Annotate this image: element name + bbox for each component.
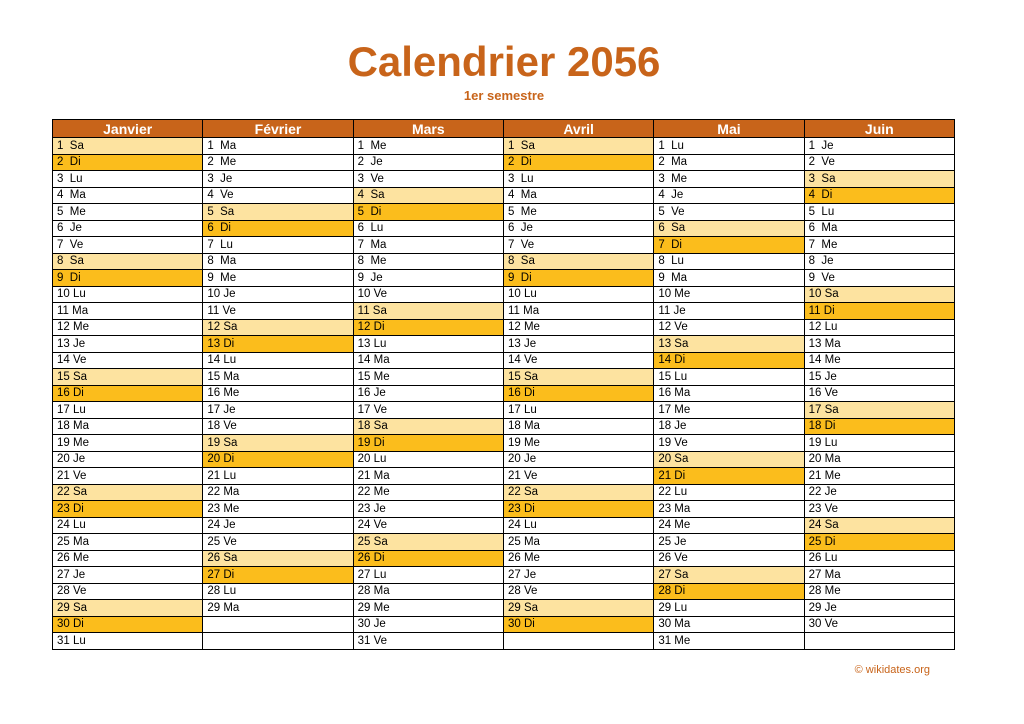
day-cell: 12 Sa <box>203 319 353 336</box>
day-cell: 26 Ve <box>654 550 804 567</box>
day-cell: 4 Ma <box>503 187 653 204</box>
day-cell: 29 Ma <box>203 600 353 617</box>
day-cell: 28 Ve <box>503 583 653 600</box>
calendar-table <box>52 119 955 650</box>
day-cell: 13 Je <box>503 336 653 353</box>
day-cell: 2 Di <box>503 154 653 171</box>
day-cell: 25 Ma <box>53 534 203 551</box>
day-row <box>53 253 955 270</box>
day-cell: 14 Ma <box>353 352 503 369</box>
day-row <box>53 600 955 617</box>
day-cell: 11 Di <box>804 303 954 320</box>
month-header-row <box>53 120 955 138</box>
day-cell: 23 Di <box>53 501 203 518</box>
day-cell: 14 Ve <box>503 352 653 369</box>
day-row <box>53 385 955 402</box>
day-cell: 5 Lu <box>804 204 954 221</box>
day-cell: 22 Sa <box>53 484 203 501</box>
day-cell: 20 Je <box>53 451 203 468</box>
day-cell: 13 Di <box>203 336 353 353</box>
day-cell: 30 Di <box>53 616 203 633</box>
day-cell: 2 Me <box>203 154 353 171</box>
day-cell: 1 Lu <box>654 138 804 155</box>
day-row <box>53 286 955 303</box>
day-cell: 21 Me <box>804 468 954 485</box>
day-cell: 26 Me <box>503 550 653 567</box>
day-cell: 19 Ve <box>654 435 804 452</box>
day-cell: 6 Je <box>503 220 653 237</box>
day-cell: 27 Sa <box>654 567 804 584</box>
day-cell: 3 Je <box>203 171 353 188</box>
day-cell: 7 Ma <box>353 237 503 254</box>
day-cell: 9 Ma <box>654 270 804 287</box>
day-cell: 24 Lu <box>503 517 653 534</box>
day-cell: 12 Me <box>53 319 203 336</box>
day-cell: 23 Ma <box>654 501 804 518</box>
day-cell: 19 Lu <box>804 435 954 452</box>
day-cell: 6 Lu <box>353 220 503 237</box>
page-subtitle: 1er semestre <box>463 88 545 103</box>
day-cell: 3 Ve <box>353 171 503 188</box>
day-cell: 23 Ve <box>804 501 954 518</box>
day-cell: 30 Ma <box>654 616 804 633</box>
day-cell: 2 Je <box>353 154 503 171</box>
day-cell: 22 Ma <box>203 484 353 501</box>
day-row <box>53 550 955 567</box>
day-cell: 21 Ve <box>53 468 203 485</box>
day-cell: 29 Me <box>353 600 503 617</box>
day-cell: 19 Sa <box>203 435 353 452</box>
day-row <box>53 237 955 254</box>
day-cell: 22 Me <box>353 484 503 501</box>
day-cell: 14 Me <box>804 352 954 369</box>
day-cell: 21 Di <box>654 468 804 485</box>
day-cell: 15 Ma <box>203 369 353 386</box>
day-cell: 15 Je <box>804 369 954 386</box>
day-cell: 4 Ma <box>53 187 203 204</box>
day-cell: 20 Di <box>203 451 353 468</box>
day-cell: 17 Je <box>203 402 353 419</box>
day-row <box>53 154 955 171</box>
day-cell: 9 Me <box>203 270 353 287</box>
day-cell: 23 Di <box>503 501 653 518</box>
day-cell: 28 Lu <box>203 583 353 600</box>
day-cell: 4 Ve <box>203 187 353 204</box>
day-cell: 22 Sa <box>503 484 653 501</box>
day-cell: 21 Lu <box>203 468 353 485</box>
day-cell: 12 Ve <box>654 319 804 336</box>
day-cell: 5 Di <box>353 204 503 221</box>
day-cell: 29 Sa <box>503 600 653 617</box>
day-row <box>53 336 955 353</box>
day-cell: 17 Ve <box>353 402 503 419</box>
day-cell: 10 Lu <box>503 286 653 303</box>
day-cell: 21 Ma <box>353 468 503 485</box>
day-cell: 11 Sa <box>353 303 503 320</box>
day-cell: 28 Di <box>654 583 804 600</box>
day-cell: 6 Ma <box>804 220 954 237</box>
day-cell: 23 Me <box>203 501 353 518</box>
month-header-mars: Mars <box>353 120 503 138</box>
day-cell: 3 Lu <box>503 171 653 188</box>
month-header-juin: Juin <box>804 120 954 138</box>
day-cell: 16 Di <box>503 385 653 402</box>
day-cell: 20 Ma <box>804 451 954 468</box>
page-title: Calendrier 2056 <box>347 38 661 85</box>
day-cell: 8 Lu <box>654 253 804 270</box>
day-cell: 24 Lu <box>53 517 203 534</box>
day-cell: 28 Ma <box>353 583 503 600</box>
day-cell: 20 Je <box>503 451 653 468</box>
day-cell: 12 Lu <box>804 319 954 336</box>
day-cell: 16 Ma <box>654 385 804 402</box>
day-cell: 25 Je <box>654 534 804 551</box>
day-cell: 9 Di <box>53 270 203 287</box>
day-cell: 5 Ve <box>654 204 804 221</box>
day-cell: 3 Lu <box>53 171 203 188</box>
day-cell: 15 Sa <box>53 369 203 386</box>
day-cell <box>203 616 353 633</box>
day-row <box>53 633 955 650</box>
day-cell: 19 Di <box>353 435 503 452</box>
day-cell: 10 Sa <box>804 286 954 303</box>
day-cell: 30 Ve <box>804 616 954 633</box>
day-cell: 4 Sa <box>353 187 503 204</box>
day-cell: 31 Lu <box>53 633 203 650</box>
day-cell: 7 Lu <box>203 237 353 254</box>
day-cell: 27 Lu <box>353 567 503 584</box>
day-cell: 18 Ve <box>203 418 353 435</box>
day-cell: 11 Ma <box>53 303 203 320</box>
day-cell: 10 Ve <box>353 286 503 303</box>
day-cell: 22 Lu <box>654 484 804 501</box>
day-cell: 24 Je <box>203 517 353 534</box>
day-cell: 25 Di <box>804 534 954 551</box>
day-cell: 28 Ve <box>53 583 203 600</box>
day-row <box>53 138 955 155</box>
day-row <box>53 501 955 518</box>
day-row <box>53 352 955 369</box>
day-cell: 1 Sa <box>53 138 203 155</box>
day-cell: 4 Di <box>804 187 954 204</box>
day-cell: 2 Ve <box>804 154 954 171</box>
day-cell: 1 Je <box>804 138 954 155</box>
day-row <box>53 616 955 633</box>
day-cell: 4 Je <box>654 187 804 204</box>
day-cell: 8 Sa <box>53 253 203 270</box>
day-cell: 11 Ma <box>503 303 653 320</box>
day-cell: 6 Sa <box>654 220 804 237</box>
day-row <box>53 171 955 188</box>
day-cell: 10 Me <box>654 286 804 303</box>
day-cell: 24 Ve <box>353 517 503 534</box>
day-cell: 25 Sa <box>353 534 503 551</box>
day-cell: 13 Ma <box>804 336 954 353</box>
day-cell: 21 Ve <box>503 468 653 485</box>
day-cell: 16 Di <box>53 385 203 402</box>
day-cell: 13 Lu <box>353 336 503 353</box>
day-cell: 8 Sa <box>503 253 653 270</box>
day-cell: 10 Je <box>203 286 353 303</box>
day-cell: 7 Ve <box>53 237 203 254</box>
day-cell: 10 Lu <box>53 286 203 303</box>
day-cell: 13 Sa <box>654 336 804 353</box>
day-row <box>53 418 955 435</box>
day-cell: 24 Me <box>654 517 804 534</box>
day-cell: 3 Me <box>654 171 804 188</box>
day-cell: 25 Ve <box>203 534 353 551</box>
day-row <box>53 319 955 336</box>
day-cell: 11 Ve <box>203 303 353 320</box>
day-cell: 16 Je <box>353 385 503 402</box>
day-cell: 6 Di <box>203 220 353 237</box>
day-row <box>53 517 955 534</box>
calendar-body <box>53 138 955 650</box>
day-cell: 5 Sa <box>203 204 353 221</box>
day-row <box>53 583 955 600</box>
day-cell: 8 Je <box>804 253 954 270</box>
day-cell <box>804 633 954 650</box>
day-cell: 25 Ma <box>503 534 653 551</box>
day-row <box>53 484 955 501</box>
day-cell: 5 Me <box>53 204 203 221</box>
day-row <box>53 270 955 287</box>
day-row <box>53 187 955 204</box>
day-cell: 14 Lu <box>203 352 353 369</box>
day-cell: 31 Ve <box>353 633 503 650</box>
day-cell: 28 Me <box>804 583 954 600</box>
day-cell: 15 Lu <box>654 369 804 386</box>
day-cell: 14 Di <box>654 352 804 369</box>
day-cell <box>203 633 353 650</box>
day-cell: 7 Ve <box>503 237 653 254</box>
day-cell: 18 Ma <box>53 418 203 435</box>
day-row <box>53 451 955 468</box>
day-cell: 11 Je <box>654 303 804 320</box>
day-cell: 15 Sa <box>503 369 653 386</box>
day-row <box>53 534 955 551</box>
day-cell: 27 Je <box>503 567 653 584</box>
day-cell: 29 Sa <box>53 600 203 617</box>
day-cell: 3 Sa <box>804 171 954 188</box>
month-header-janvier: Janvier <box>53 120 203 138</box>
day-cell: 2 Ma <box>654 154 804 171</box>
day-cell: 16 Me <box>203 385 353 402</box>
day-cell: 17 Sa <box>804 402 954 419</box>
day-cell: 18 Ma <box>503 418 653 435</box>
day-cell: 18 Di <box>804 418 954 435</box>
day-cell: 6 Je <box>53 220 203 237</box>
day-cell: 16 Ve <box>804 385 954 402</box>
day-row <box>53 468 955 485</box>
day-cell: 27 Di <box>203 567 353 584</box>
day-cell: 14 Ve <box>53 352 203 369</box>
day-cell: 26 Di <box>353 550 503 567</box>
day-cell: 7 Me <box>804 237 954 254</box>
day-row <box>53 402 955 419</box>
day-cell: 8 Me <box>353 253 503 270</box>
day-cell: 9 Di <box>503 270 653 287</box>
day-cell: 17 Me <box>654 402 804 419</box>
day-row <box>53 220 955 237</box>
day-cell: 12 Me <box>503 319 653 336</box>
day-cell: 26 Me <box>53 550 203 567</box>
day-cell: 17 Lu <box>53 402 203 419</box>
day-cell: 31 Me <box>654 633 804 650</box>
day-cell: 20 Lu <box>353 451 503 468</box>
day-cell: 23 Je <box>353 501 503 518</box>
day-cell: 26 Sa <box>203 550 353 567</box>
month-header-fevrier: Février <box>203 120 353 138</box>
day-cell: 27 Ma <box>804 567 954 584</box>
day-cell: 20 Sa <box>654 451 804 468</box>
day-cell: 1 Me <box>353 138 503 155</box>
day-cell: 1 Sa <box>503 138 653 155</box>
day-cell: 29 Je <box>804 600 954 617</box>
day-row <box>53 567 955 584</box>
day-cell: 26 Lu <box>804 550 954 567</box>
day-cell: 8 Ma <box>203 253 353 270</box>
month-header-avril: Avril <box>503 120 653 138</box>
day-row <box>53 435 955 452</box>
day-cell: 12 Di <box>353 319 503 336</box>
copyright-footer: © wikidates.org <box>854 664 930 676</box>
day-cell: 18 Je <box>654 418 804 435</box>
day-cell: 9 Je <box>353 270 503 287</box>
day-cell: 7 Di <box>654 237 804 254</box>
day-cell: 1 Ma <box>203 138 353 155</box>
day-cell: 9 Ve <box>804 270 954 287</box>
day-cell: 18 Sa <box>353 418 503 435</box>
day-cell <box>503 633 653 650</box>
day-row <box>53 204 955 221</box>
month-header-mai: Mai <box>654 120 804 138</box>
day-cell: 27 Je <box>53 567 203 584</box>
day-cell: 15 Me <box>353 369 503 386</box>
day-cell: 13 Je <box>53 336 203 353</box>
day-cell: 17 Lu <box>503 402 653 419</box>
day-cell: 19 Me <box>53 435 203 452</box>
day-cell: 30 Di <box>503 616 653 633</box>
day-row <box>53 369 955 386</box>
day-row <box>53 303 955 320</box>
day-cell: 22 Je <box>804 484 954 501</box>
day-cell: 2 Di <box>53 154 203 171</box>
day-cell: 24 Sa <box>804 517 954 534</box>
day-cell: 30 Je <box>353 616 503 633</box>
day-cell: 19 Me <box>503 435 653 452</box>
day-cell: 29 Lu <box>654 600 804 617</box>
day-cell: 5 Me <box>503 204 653 221</box>
